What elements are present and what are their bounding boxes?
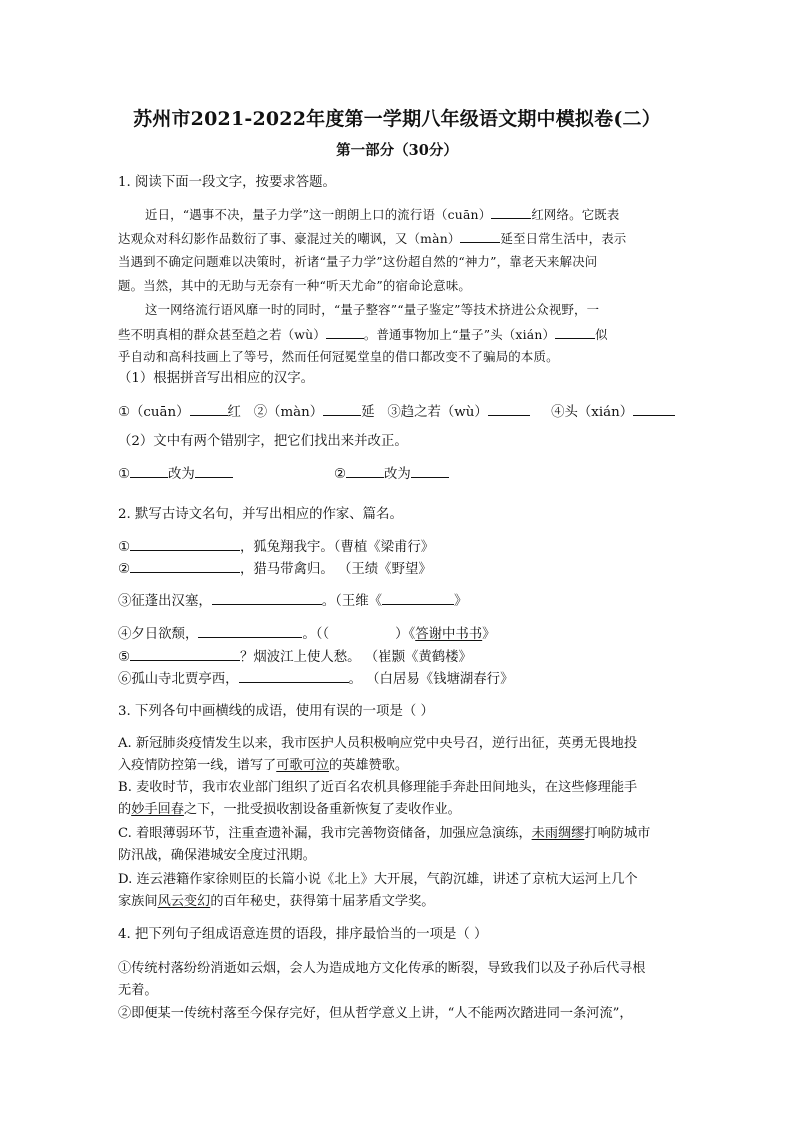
q1-sub2-answers: ① 改为 xyxy=(118,464,233,484)
q1-sub1-answers: ①（cuān） 红 ②（màn） 延 ③趋之若（wù） ④头（xián） xyxy=(118,402,675,422)
q1-para2-line3: 乎自动和高科技画上了等号，然而任何冠冕堂皇的借口都改变不了骗局的本质。 xyxy=(118,349,559,364)
q1-para1-line1: 近日，“遇事不决，量子力学”这一朗朗上口的流行语（cuān） 红网络。它既表 xyxy=(145,207,620,222)
q4-stem: 4. 把下列句子组成语意连贯的语段，排序最恰当的一项是（ ） xyxy=(118,927,488,942)
blank[interactable] xyxy=(326,325,364,339)
q3-option-d-line1: D. 连云港籍作家徐则臣的长篇小说《北上》大开展，气韵沉雄，讲述了京杭大运河上几个 xyxy=(118,872,638,887)
exam-title: 苏州市2021-2022年度第一学期八年级语文期中模拟卷(二） xyxy=(133,108,661,130)
q4-sentence-1-line2: 无着。 xyxy=(118,983,158,998)
q1-para1-line4: 题。当然，其中的无助与无奈有一种“听天尤命”的宿命论意味。 xyxy=(118,278,472,293)
q2-line-4: ④夕日欲颓， 。（（ ）《答谢中书书》 xyxy=(118,624,496,644)
answer-blank[interactable] xyxy=(411,464,449,478)
answer-blank[interactable] xyxy=(198,624,302,638)
q3-stem: 3. 下列各句中画横线的成语，使用有误的一项是（ ） xyxy=(118,704,434,719)
answer-blank[interactable] xyxy=(195,464,233,478)
answer-blank[interactable] xyxy=(212,591,322,605)
q1-para1-line2: 达观众对科幻影作品数衍了事、豪混过关的嘲讽，又（màn） 延至日常生活中，表示 xyxy=(118,231,627,246)
blank[interactable] xyxy=(460,229,500,243)
answer-blank[interactable] xyxy=(346,464,384,478)
q1-sub2-answers-2: ② 改为 xyxy=(334,464,449,484)
answer-blank[interactable] xyxy=(488,402,530,416)
q1-para2-line2: 些不明真相的群众甚至趋之若（wù） 。普通事物加上“量子”头（xián） 似 xyxy=(118,327,608,342)
q4-sentence-2-line1: ②即便某一传统村落至今保存完好，但从哲学意义上讲，“人不能两次踏进同一条河流”， xyxy=(118,1006,633,1021)
answer-blank[interactable] xyxy=(633,402,675,416)
q2-line-5: ⑤ ？烟波江上使人愁。 （崔颢《黄鹤楼》 xyxy=(118,647,472,667)
q2-line-2: ② ，猎马带禽归。 （王绩《野望》 xyxy=(118,559,432,579)
answer-blank[interactable] xyxy=(190,402,228,416)
q2-line-3: ③征蓬出汉塞， 。（王维《 》 xyxy=(118,591,467,611)
q2-line-1: ① ，狐兔翔我宇。（曹植《梁甫行》 xyxy=(118,537,434,557)
q3-option-b-line1: B. 麦收时节，我市农业部门组织了近百名农机具修理能手奔赴田间地头，在这些修理能手 xyxy=(118,780,638,795)
answer-blank[interactable] xyxy=(382,591,454,605)
q3-option-a-line2: 入疫情防控第一线，谱写了可歌可泣的英雄赞歌。 xyxy=(118,758,409,773)
q1-para2-line1: 这一网络流行语风靡一时的同时，“量子整容”“量子鉴定”等技术挤进公众视野，一 xyxy=(145,302,600,317)
q3-option-c-line1: C. 着眼薄弱环节，注重查遗补漏，我市完善物资储备，加强应急演练，未雨绸缪打响防城市 xyxy=(118,826,651,841)
blank[interactable] xyxy=(491,205,531,219)
q1-sub2: （2）文中有两个错别字，把它们找出来并改正。 xyxy=(118,434,408,449)
q4-sentence-1-line1: ①传统村落纷纷消逝如云烟，会人为造成地方文化传承的断裂，导致我们以及子孙后代寻根 xyxy=(118,961,646,976)
answer-blank[interactable] xyxy=(323,402,361,416)
part-title: 第一部分（30分） xyxy=(336,142,458,159)
answer-blank[interactable] xyxy=(130,537,240,551)
q1-para1-line3: 当遇到不确定问题难以决策时，祈诸“量子力学”这份超自然的“神力”，靠老天来解决问 xyxy=(118,254,598,269)
q1-stem: 1. 阅读下面一段文字，按要求答题。 xyxy=(118,175,336,190)
answer-blank[interactable] xyxy=(130,559,240,573)
q3-option-d-line2: 家族间风云变幻的百年秘史，获得第十届茅盾文学奖。 xyxy=(118,894,435,909)
q3-option-b-line2: 的妙手回春之下，一批受损收割设备重新恢复了麦收作业。 xyxy=(118,802,461,817)
q1-sub1: （1）根据拼音写出相应的汉字。 xyxy=(118,371,314,386)
blank[interactable] xyxy=(555,325,595,339)
q2-line-6: ⑥孤山寺北贾亭西， 。 （白居易《钱塘湖春行》 xyxy=(118,669,513,689)
answer-blank[interactable] xyxy=(130,647,240,661)
q2-stem: 2. 默写古诗文名句，并写出相应的作家、篇名。 xyxy=(118,507,403,522)
q3-option-c-line2: 防汛战，确保港城安全度过汛期。 xyxy=(118,848,316,863)
answer-blank[interactable] xyxy=(130,464,168,478)
q3-option-a-line1: A. 新冠肺炎疫情发生以来，我市医护人员积极响应党中央号召，逆行出征，英勇无畏地投 xyxy=(118,736,638,751)
answer-blank[interactable] xyxy=(239,669,349,683)
